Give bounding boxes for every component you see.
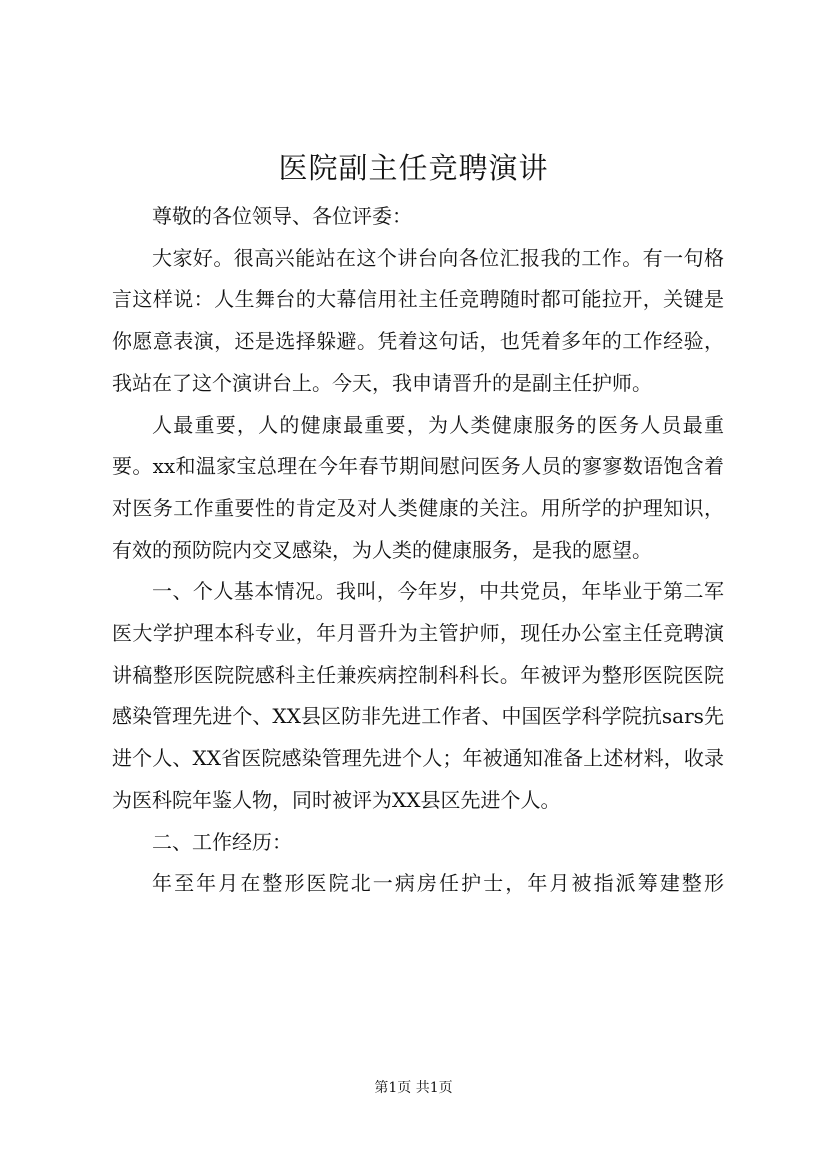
document-body xyxy=(112,196,724,905)
paragraph-personal-info: 一、个人基本情况。我叫，今年岁，中共党员，年毕业于第二军医大学护理本科专业，年月晋升为主管护师，现任办公室主任竞聘演讲稿整形医院院感科主任兼疾病控制科科长。年被评为整形医院医院感染管理先进个、XX县区防非先进工作者、中国医学科学院抗sars先进个人、XX省医院感染管理先进个人；年被通知准备上述材料，收录为医科院年鉴人物，同时被评为XX县区先进个人。 xyxy=(112,579,724,812)
paragraph-work-history: 年至年月在整形医院北一病房任护士，年月被指派筹建整形 xyxy=(152,871,724,896)
document-title: 医院副主任竞聘演讲 xyxy=(278,151,549,185)
paragraph-work-history-heading: 二、工作经历： xyxy=(152,829,292,854)
page-footer: 第1页 共1页 xyxy=(374,1080,453,1096)
salutation: 尊敬的各位领导、各位评委： xyxy=(152,204,412,228)
paragraph-health: 人最重要，人的健康最重要，为人类健康服务的医务人员最重要。xx和温家宝总理在今年春节期间慰问医务人员的寥寥数语饱含着对医务工作重要性的肯定及对人类健康的关注。用所学的护理知识，有效的预防院内交叉感染，为人类的健康服务，是我的愿望。 xyxy=(112,412,724,562)
paragraph-greeting: 大家好。很高兴能站在这个讲台向各位汇报我的工作。有一句格言这样说：人生舞台的大幕信用社主任竞聘随时都可能拉开，关键是你愿意表演，还是选择躲避。凭着这句话，也凭着多年的工作经验，我站在了这个演讲台上。今天，我申请晋升的是副主任护师。 xyxy=(112,245,724,395)
